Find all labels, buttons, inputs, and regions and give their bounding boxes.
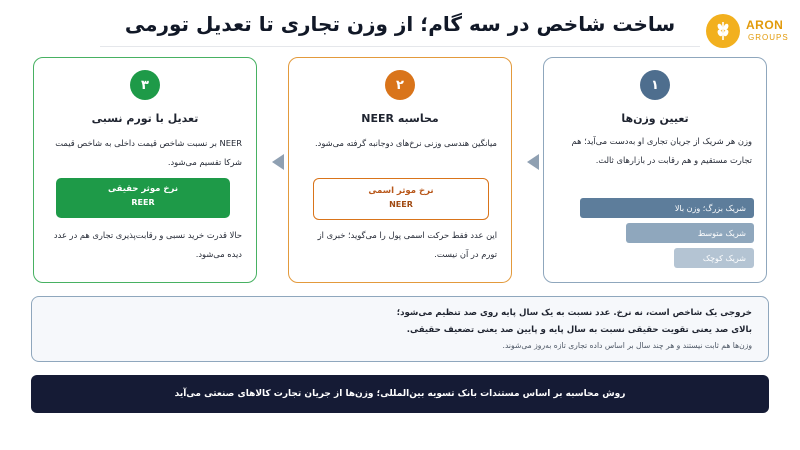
neer-box-abbrev: NEER	[389, 200, 413, 209]
title-divider	[100, 46, 700, 47]
output-note: وزن‌ها هم ثابت نیستند و هر چند سال بر اساس داده تجاری تازه به‌روز می‌شوند.	[502, 341, 752, 350]
page-title: ساخت شاخص در سه گام؛ از وزن تجاری تا تعدیل تورمی	[124, 12, 676, 36]
weight-bar-large: شریک بزرگ؛ وزن بالا	[580, 198, 754, 218]
arrow-left-icon	[272, 154, 284, 170]
source-footer: روش محاسبه بر اساس مستندات بانک تسویه بین‌المللی؛ وزن‌ها از جریان تجارت کالاهای صنعتی می‌آید	[31, 375, 769, 413]
step-card-1	[543, 57, 767, 283]
step-number-badge: ۲	[385, 70, 415, 100]
step-note: این عدد فقط حرکت اسمی پول را می‌گوید؛ خبری از تورم در آن نیست.	[317, 230, 497, 259]
neer-box	[313, 178, 489, 220]
output-line-2: بالای صد یعنی تقویت حقیقی نسبت به سال پایه و پایین صد یعنی تضعیف حقیقی.	[406, 325, 752, 335]
output-panel	[31, 296, 769, 362]
weight-bar-small: شریک کوچک	[674, 248, 754, 268]
arrow-left-icon	[527, 154, 539, 170]
logo-name: ARON	[746, 18, 784, 32]
step-description: وزن هر شریک از جریان تجاری او به‌دست می‌آید؛ هم تجارت مستقیم و هم رقابت در بازارهای ثالث.	[571, 136, 752, 165]
step-note: حالا قدرت خرید نسبی و رقابت‌پذیری تجاری هم در عدد دیده می‌شود.	[53, 230, 242, 259]
step-title: تعیین وزن‌ها	[621, 112, 689, 125]
step-card-3	[33, 57, 257, 283]
reer-box	[56, 178, 230, 218]
step-title: محاسبه NEER	[361, 112, 439, 125]
wheat-icon	[706, 14, 740, 48]
step-description: NEER بر نسبت شاخص قیمت داخلی به شاخص قیمت شرکا تقسیم می‌شود.	[55, 138, 242, 167]
step-number-badge: ۳	[130, 70, 160, 100]
step-title: تعدیل با تورم نسبی	[91, 112, 199, 125]
weight-bar-medium: شریک متوسط	[626, 223, 754, 243]
step-description: میانگین هندسی وزنی نرخ‌های دوجانبه گرفته می‌شود.	[315, 138, 497, 148]
aron-groups-logo	[706, 10, 790, 50]
logo-subtitle: GROUPS	[748, 33, 789, 42]
neer-box-label: نرخ موثر اسمی	[368, 186, 434, 196]
reer-box-label: نرخ موثر حقیقی	[107, 184, 179, 194]
output-line-1: خروجی یک شاخص است، نه نرخ. عدد نسبت به یک سال پایه روی صد تنظیم می‌شود؛	[396, 308, 752, 318]
step-card-2	[288, 57, 512, 283]
reer-box-abbrev: REER	[131, 198, 155, 207]
step-number-badge: ۱	[640, 70, 670, 100]
